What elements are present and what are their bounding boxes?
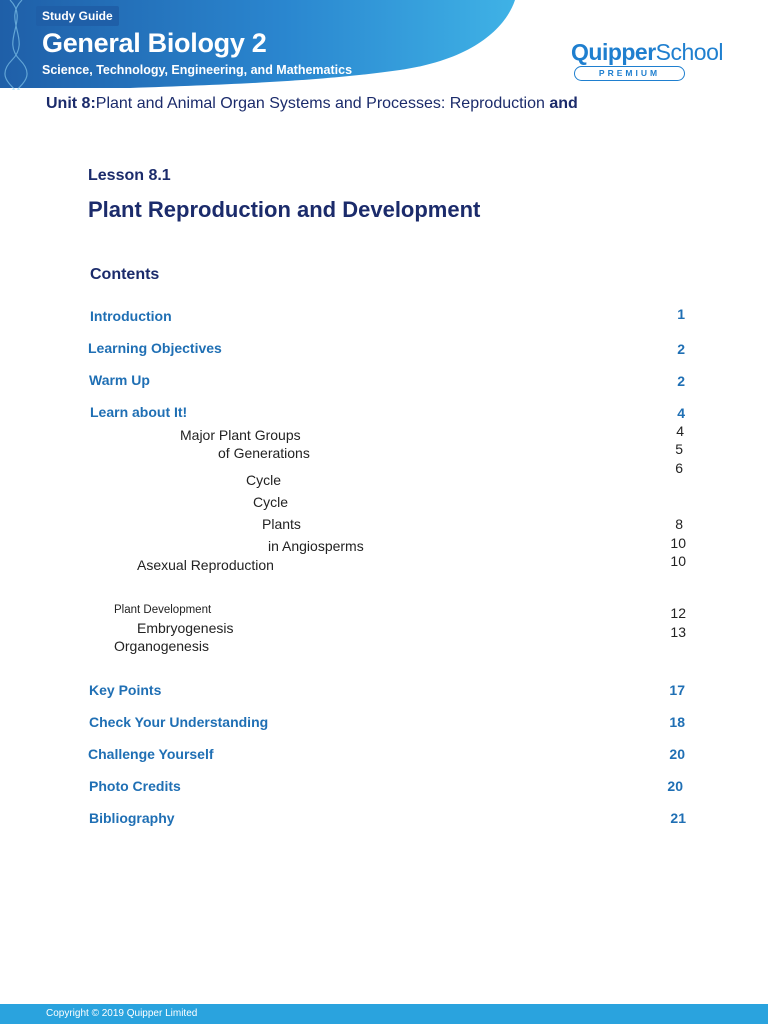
toc-subpage-number: 12 <box>670 605 686 621</box>
unit-title <box>46 95 578 113</box>
lesson-title: Plant Reproduction and Development <box>88 197 481 222</box>
quipper-school-logo <box>571 38 731 81</box>
toc-page-number: 18 <box>669 714 685 730</box>
toc-subpage-number: 4 <box>676 423 684 439</box>
toc-link-key-points[interactable]: Key Points <box>89 682 162 698</box>
toc-subpage-number: 13 <box>670 624 686 640</box>
footer-bar <box>0 1004 768 1024</box>
toc-link-photo-credits[interactable]: Photo Credits <box>89 778 181 794</box>
toc-link-check-your-understanding[interactable]: Check Your Understanding <box>89 714 269 730</box>
toc-link-learn-about-it[interactable]: Learn about It! <box>90 404 188 420</box>
toc-sublink-angiosperms[interactable]: in Angiosperms <box>268 538 364 554</box>
brand-name: QuipperSchool <box>571 39 723 65</box>
toc-link-bibliography[interactable]: Bibliography <box>89 810 175 826</box>
toc-subpage-number: 8 <box>675 516 683 532</box>
toc-subpage-number: 10 <box>670 535 686 551</box>
lesson-number: Lesson 8.1 <box>88 167 171 184</box>
toc-subpage-number: 5 <box>675 441 683 457</box>
toc-page-number: 21 <box>670 810 686 826</box>
contents-heading: Contents <box>90 266 160 283</box>
toc-sublink-cycle-2[interactable]: Cycle <box>253 494 289 510</box>
toc-page-number: 2 <box>677 373 685 389</box>
toc-sublink-asexual-reproduction[interactable]: Asexual Reproduction <box>137 557 274 573</box>
toc-link-warm-up[interactable]: Warm Up <box>89 372 150 388</box>
toc-sublink-generations[interactable]: of Generations <box>218 445 310 461</box>
toc-subpage-number: 10 <box>670 553 686 569</box>
toc-subpage-number: 6 <box>675 460 683 476</box>
copyright-text: Copyright © 2019 Quipper Limited <box>46 1008 198 1019</box>
unit-trailing-word: and <box>549 95 578 112</box>
toc-sublink-plants[interactable]: Plants <box>262 516 301 532</box>
toc-page-number: 17 <box>669 682 685 698</box>
unit-label: Unit 8: <box>46 95 96 112</box>
toc-page-number: 20 <box>669 746 685 762</box>
premium-pill: PREMIUM <box>574 66 685 81</box>
toc-page-number: 20 <box>667 778 683 794</box>
strand-subtitle: Science, Technology, Engineering, and Mathematics <box>42 63 353 77</box>
subject-title: General Biology 2 <box>42 28 267 58</box>
toc-sublink-organogenesis[interactable]: Organogenesis <box>114 638 209 654</box>
toc-sublink-plant-development[interactable]: Plant Development <box>114 604 212 616</box>
toc-sublink-embryogenesis[interactable]: Embryogenesis <box>137 620 234 636</box>
toc-page-number: 1 <box>677 306 685 322</box>
toc-page-number: 2 <box>677 341 685 357</box>
unit-title-text: Plant and Animal Organ Systems and Processes: Reproduction <box>95 95 545 112</box>
toc-sublink-major-plant-groups[interactable]: Major Plant Groups <box>180 427 301 443</box>
study-guide-badge: Study Guide <box>36 6 119 26</box>
toc-sublink-cycle-1[interactable]: Cycle <box>246 472 282 488</box>
toc-link-introduction[interactable]: Introduction <box>90 308 172 324</box>
toc-page-number: 4 <box>677 405 685 421</box>
toc-link-challenge-yourself[interactable]: Challenge Yourself <box>88 746 214 762</box>
toc-link-learning-objectives[interactable]: Learning Objectives <box>88 340 222 356</box>
